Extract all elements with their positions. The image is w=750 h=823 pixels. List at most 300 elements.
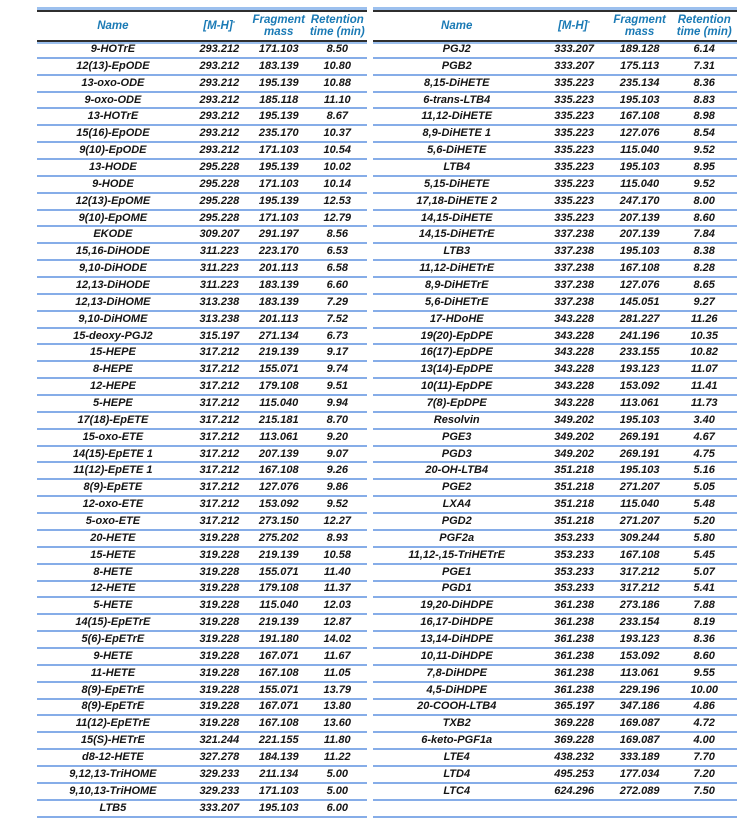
cell-rt: 7.20 xyxy=(693,768,715,780)
table-row xyxy=(37,750,367,767)
cell-fragment: 269.191 xyxy=(619,431,660,443)
cell-fragment: 127.076 xyxy=(258,482,299,494)
table-row xyxy=(373,565,737,582)
cell-fragment: 317.212 xyxy=(619,566,660,578)
cell-name: LTB4 xyxy=(443,161,471,173)
cell-fragment: 273.186 xyxy=(619,600,660,612)
table-row xyxy=(373,649,737,666)
cell-mh: 353.233 xyxy=(554,566,594,578)
cell-rt: 12.03 xyxy=(323,600,352,612)
cell-mh: 329.233 xyxy=(199,785,240,797)
table-row xyxy=(373,379,737,396)
cell-fragment: 215.181 xyxy=(258,414,299,426)
cell-mh: 319.228 xyxy=(199,684,240,696)
cell-fragment: 233.154 xyxy=(619,617,660,629)
cell-fragment: 195.103 xyxy=(619,414,660,426)
table-row xyxy=(37,801,367,818)
cell-mh: 319.228 xyxy=(199,566,240,578)
cell-fragment: 219.139 xyxy=(258,549,299,561)
cell-mh: 313.238 xyxy=(199,296,240,308)
cell-name: 13-HODE xyxy=(89,161,137,173)
cell-fragment: 169.087 xyxy=(619,718,660,730)
cell-rt: 11.40 xyxy=(323,566,351,578)
cell-name: 14(15)-EpETE 1 xyxy=(72,448,153,460)
cell-fragment: 207.139 xyxy=(619,212,660,224)
cell-name: 20-HETE xyxy=(90,532,136,544)
cell-mh: 333.207 xyxy=(554,43,594,55)
cell-fragment: 281.227 xyxy=(619,313,660,325)
cell-mh: 293.212 xyxy=(199,145,240,157)
cell-name: 5,15-DiHETE xyxy=(424,178,490,190)
cell-name: 8,15-DiHETE xyxy=(424,77,490,89)
table-row xyxy=(37,177,367,194)
table-row xyxy=(37,733,367,750)
cell-name: 8(9)-EpETE xyxy=(83,482,143,494)
table-row xyxy=(373,632,737,649)
cell-fragment: 167.108 xyxy=(619,111,660,123)
cell-mh: 349.202 xyxy=(554,448,594,460)
cell-fragment: 153.092 xyxy=(619,381,660,393)
table-row xyxy=(373,244,737,261)
cell-fragment: 115.040 xyxy=(620,178,660,190)
cell-fragment: 333.189 xyxy=(619,752,660,764)
cell-rt: 12.27 xyxy=(323,515,352,527)
cell-fragment: 195.139 xyxy=(258,195,299,207)
cell-fragment: 169.087 xyxy=(619,735,660,747)
cell-rt: 10.35 xyxy=(690,330,718,342)
cell-rt: 8.19 xyxy=(693,617,715,629)
cell-name: 7,8-DiHDPE xyxy=(426,667,487,679)
table-row xyxy=(37,59,367,76)
cell-rt: 7.29 xyxy=(326,296,348,308)
cell-name: Resolvin xyxy=(433,414,480,426)
cell-mh: 319.228 xyxy=(199,667,240,679)
cell-name: 9-HETE xyxy=(93,650,133,662)
cell-mh: 438.232 xyxy=(554,752,594,764)
cell-fragment: 223.170 xyxy=(258,246,299,258)
cell-name: 17,18-DiHETE 2 xyxy=(416,195,498,207)
table-row xyxy=(37,548,367,565)
cell-mh: 335.223 xyxy=(554,212,594,224)
table-row xyxy=(373,683,737,700)
cell-fragment: 195.103 xyxy=(619,465,660,477)
cell-rt: 8.93 xyxy=(326,532,348,544)
cell-mh: 351.218 xyxy=(554,499,594,511)
cell-name: 4,5-DiHDPE xyxy=(426,684,487,696)
cell-fragment: 241.196 xyxy=(619,330,660,342)
cell-name: 12(13)-EpOME xyxy=(75,195,151,207)
cell-fragment: 167.071 xyxy=(258,701,299,713)
cell-fragment: 155.071 xyxy=(258,364,299,376)
cell-rt: 10.37 xyxy=(323,128,352,140)
cell-mh: 311.223 xyxy=(199,263,239,275)
table-row xyxy=(373,497,737,514)
cell-rt: 11.22 xyxy=(323,752,351,764)
cell-rt: 10.88 xyxy=(323,77,352,89)
cell-mh: 349.202 xyxy=(554,431,594,443)
cell-fragment: 127.076 xyxy=(619,279,660,291)
cell-rt: 11.67 xyxy=(323,650,351,662)
cell-rt: 5.05 xyxy=(693,482,715,494)
cell-name: 5,6-DiHETE xyxy=(427,145,487,157)
cell-rt: 9.07 xyxy=(326,448,348,460)
cell-fragment: 167.108 xyxy=(619,549,660,561)
table-row xyxy=(37,565,367,582)
cell-rt: 10.80 xyxy=(323,60,352,72)
cell-name: 8-HETE xyxy=(93,566,133,578)
cell-name: 15-HETE xyxy=(90,549,136,561)
cell-mh: 319.228 xyxy=(199,549,240,561)
cell-mh: 319.228 xyxy=(199,583,240,595)
cell-rt: 9.55 xyxy=(693,667,715,679)
cell-fragment: 309.244 xyxy=(619,532,660,544)
cell-name: 13(14)-EpDPE xyxy=(420,364,493,376)
table-row xyxy=(373,463,737,480)
cell-name: 14,15-DiHETrE xyxy=(418,229,495,241)
cell-rt: 7.70 xyxy=(693,752,715,764)
table-row xyxy=(373,716,737,733)
cell-mh: 293.212 xyxy=(199,94,240,106)
cell-name: 15(S)-HETrE xyxy=(80,735,145,747)
cell-fragment: 145.051 xyxy=(619,296,660,308)
cell-fragment: 291.197 xyxy=(258,229,299,241)
table-row xyxy=(37,480,367,497)
cell-fragment: 184.139 xyxy=(258,752,299,764)
cell-rt: 10.14 xyxy=(323,178,352,190)
table-left xyxy=(37,10,367,818)
cell-name: 7(8)-EpDPE xyxy=(426,397,487,409)
cell-name: 20-COOH-LTB4 xyxy=(417,701,497,713)
cell-fragment: 155.071 xyxy=(258,684,299,696)
cell-rt: 11.80 xyxy=(323,735,351,747)
cell-rt: 5.07 xyxy=(693,566,715,578)
cell-fragment: 221.155 xyxy=(258,735,299,747)
cell-rt: 5.41 xyxy=(693,583,715,595)
cell-mh: 317.212 xyxy=(199,347,240,359)
cell-name: 5-oxo-ETE xyxy=(85,515,141,527)
cell-fragment: 235.134 xyxy=(619,77,660,89)
cell-fragment: 113.061 xyxy=(259,431,299,443)
cell-name: 10,11-DiHDPE xyxy=(420,650,493,662)
cell-name: PGD1 xyxy=(441,583,472,595)
cell-fragment: 271.207 xyxy=(619,515,660,527)
cell-fragment: 155.071 xyxy=(258,566,299,578)
header-name: Name xyxy=(441,19,473,32)
cell-rt: 6.00 xyxy=(326,802,348,814)
cell-fragment: 179.108 xyxy=(258,381,299,393)
cell-mh: 353.233 xyxy=(554,549,594,561)
cell-mh: 624.296 xyxy=(554,785,594,797)
cell-mh: 319.228 xyxy=(199,600,240,612)
cell-rt: 13.79 xyxy=(323,684,352,696)
table-row xyxy=(373,413,737,430)
cell-rt: 9.74 xyxy=(326,364,348,376)
cell-mh: 319.228 xyxy=(199,634,240,645)
cell-rt: 14.02 xyxy=(323,634,352,645)
cell-mh: 293.212 xyxy=(199,128,240,140)
cell-fragment: 115.040 xyxy=(620,145,660,157)
table-row xyxy=(373,784,737,801)
table-row xyxy=(37,598,367,615)
cell-mh: 361.238 xyxy=(554,617,594,629)
cell-rt: 5.48 xyxy=(693,499,715,511)
cell-mh: 349.202 xyxy=(554,414,594,426)
cell-name: LTD4 xyxy=(443,768,471,780)
table-row xyxy=(37,362,367,379)
cell-name: LTE4 xyxy=(443,752,470,764)
cell-rt: 9.27 xyxy=(693,296,715,308)
table-row xyxy=(373,278,737,295)
cell-rt: 9.17 xyxy=(326,347,348,359)
cell-fragment: 207.139 xyxy=(258,448,299,460)
cell-fragment: 167.108 xyxy=(258,667,299,679)
cell-fragment: 113.061 xyxy=(620,397,660,409)
cell-name: 17(18)-EpETE xyxy=(77,414,149,426)
cell-rt: 5.00 xyxy=(326,785,348,797)
cell-rt: 12.53 xyxy=(323,195,352,207)
cell-mh: 361.238 xyxy=(554,667,594,679)
table-row xyxy=(373,295,737,312)
table-row xyxy=(373,329,737,346)
cell-mh: 335.223 xyxy=(554,94,594,106)
header-mh: [M-H]- xyxy=(203,16,236,32)
cell-name: 11,12-,15-TriHETrE xyxy=(408,549,506,561)
header-name: Name xyxy=(97,19,129,32)
cell-fragment: 271.207 xyxy=(619,482,660,494)
cell-fragment: 247.170 xyxy=(619,195,660,207)
cell-name: 6-keto-PGF1a xyxy=(421,735,493,747)
cell-mh: 317.212 xyxy=(199,448,240,460)
cell-mh: 351.218 xyxy=(554,482,594,494)
cell-rt: 12.79 xyxy=(323,212,352,224)
cell-name: LTB5 xyxy=(99,802,127,814)
cell-name: 5-HETE xyxy=(93,600,133,612)
cell-rt: 11.07 xyxy=(690,364,718,376)
cell-name: 11,12-DiHETrE xyxy=(419,263,495,275)
cell-fragment: 177.034 xyxy=(619,768,660,780)
cell-mh: 317.212 xyxy=(199,381,240,393)
cell-mh: 361.238 xyxy=(554,634,594,645)
table-row xyxy=(373,582,737,599)
cell-fragment: 175.113 xyxy=(620,60,660,72)
cell-rt: 6.73 xyxy=(326,330,348,342)
table-row xyxy=(373,211,737,228)
cell-fragment: 153.092 xyxy=(619,650,660,662)
cell-fragment: 171.103 xyxy=(258,145,299,157)
cell-mh: 335.223 xyxy=(554,77,594,89)
cell-mh: 317.212 xyxy=(199,499,240,511)
cell-name: 13,14-DiHDPE xyxy=(420,634,494,645)
cell-mh: 319.228 xyxy=(199,650,240,662)
table-row xyxy=(37,329,367,346)
cell-fragment: 275.202 xyxy=(258,532,299,544)
cell-name: PGD3 xyxy=(441,448,472,460)
table-row xyxy=(37,497,367,514)
table-row xyxy=(37,379,367,396)
cell-fragment: 183.139 xyxy=(258,279,299,291)
table-row xyxy=(373,767,737,784)
header-retention-time: Retention time (min) xyxy=(676,13,732,38)
cell-mh: 361.238 xyxy=(554,600,594,612)
cell-rt: 11.37 xyxy=(323,583,351,595)
table-row xyxy=(37,244,367,261)
cell-rt: 8.60 xyxy=(693,212,715,224)
table-row xyxy=(373,160,737,177)
cell-fragment: 179.108 xyxy=(258,583,299,595)
cell-name: 17-HDoHE xyxy=(429,313,484,325)
cell-mh: 333.207 xyxy=(554,60,594,72)
cell-name: 8-HEPE xyxy=(93,364,133,376)
cell-mh: 337.238 xyxy=(554,246,594,258)
cell-mh: 495.253 xyxy=(554,768,594,780)
cell-rt: 6.14 xyxy=(693,43,715,55)
header-retention-time: Retention time (min) xyxy=(309,13,365,38)
cell-name: LXA4 xyxy=(442,499,471,511)
cell-name: 15-HEPE xyxy=(89,347,136,359)
cell-mh: 295.228 xyxy=(199,161,240,173)
table-row xyxy=(37,93,367,110)
cell-rt: 8.95 xyxy=(693,161,715,173)
cell-mh: 351.218 xyxy=(554,515,594,527)
cell-mh: 329.233 xyxy=(199,768,240,780)
table-row xyxy=(373,700,737,717)
cell-mh: 337.238 xyxy=(554,296,594,308)
cell-rt: 4.67 xyxy=(693,431,715,443)
table-row xyxy=(373,733,737,750)
cell-fragment: 271.134 xyxy=(258,330,299,342)
cell-mh: 317.212 xyxy=(199,482,240,494)
table-row xyxy=(373,396,737,413)
cell-rt: 4.86 xyxy=(693,701,715,713)
cell-rt: 4.75 xyxy=(693,448,715,460)
cell-rt: 9.52 xyxy=(693,178,715,190)
table-row xyxy=(373,598,737,615)
cell-rt: 8.70 xyxy=(326,414,348,426)
table-row xyxy=(37,194,367,211)
cell-name: 10(11)-EpDPE xyxy=(421,381,493,393)
cell-name: 12,13-DiHODE xyxy=(75,279,150,291)
table-row xyxy=(373,480,737,497)
cell-fragment: 195.139 xyxy=(258,161,299,173)
cell-rt: 8.00 xyxy=(693,195,715,207)
cell-mh: 353.233 xyxy=(554,583,594,595)
cell-fragment: 201.113 xyxy=(259,263,299,275)
cell-name: 8(9)-EpETrE xyxy=(81,701,145,713)
cell-fragment: 235.170 xyxy=(258,128,299,140)
cell-mh: 295.228 xyxy=(199,195,240,207)
cell-rt: 8.36 xyxy=(693,77,715,89)
cell-mh: 335.223 xyxy=(554,161,594,173)
cell-rt: 10.00 xyxy=(690,684,718,696)
cell-rt: 9.51 xyxy=(326,381,348,393)
cell-mh: 317.212 xyxy=(199,414,240,426)
cell-fragment: 167.071 xyxy=(258,650,299,662)
table-row xyxy=(373,514,737,531)
cell-fragment: 191.180 xyxy=(258,634,299,645)
cell-fragment: 219.139 xyxy=(258,347,299,359)
table-row xyxy=(37,345,367,362)
cell-rt: 6.60 xyxy=(326,279,348,291)
header-mh: [M-H]- xyxy=(558,16,591,32)
cell-rt: 7.50 xyxy=(693,785,715,797)
cell-fragment: 233.155 xyxy=(619,347,660,359)
cell-mh: 317.212 xyxy=(199,515,240,527)
table-row xyxy=(373,615,737,632)
cell-rt: 13.60 xyxy=(323,718,352,730)
cell-fragment: 183.139 xyxy=(258,296,299,308)
cell-fragment: 171.103 xyxy=(258,178,299,190)
table-row xyxy=(37,295,367,312)
cell-mh: 343.228 xyxy=(554,397,594,409)
cell-fragment: 167.108 xyxy=(258,465,299,477)
cell-mh: 293.212 xyxy=(199,43,240,55)
cell-rt: 9.52 xyxy=(326,499,348,511)
cell-name: PGD2 xyxy=(441,515,472,527)
table-row xyxy=(37,531,367,548)
table-row xyxy=(37,109,367,126)
cell-name: 9,10-DiHOME xyxy=(78,313,148,325)
table-row xyxy=(37,514,367,531)
cell-name: 5,6-DiHETrE xyxy=(425,296,489,308)
cell-fragment: 193.123 xyxy=(619,364,660,376)
cell-rt: 8.36 xyxy=(693,634,715,645)
cell-rt: 11.41 xyxy=(690,381,718,393)
cell-rt: 5.80 xyxy=(693,532,715,544)
table-row xyxy=(373,126,737,143)
cell-name: PGE2 xyxy=(442,482,472,494)
cell-name: 12-oxo-ETE xyxy=(82,499,144,511)
cell-rt: 8.28 xyxy=(693,263,715,275)
cell-rt: 7.84 xyxy=(693,229,715,241)
table-row xyxy=(373,177,737,194)
cell-rt: 13.80 xyxy=(323,701,352,713)
cell-name: LTB3 xyxy=(443,246,471,258)
cell-name: 19(20)-EpDPE xyxy=(420,330,493,342)
table-row xyxy=(37,447,367,464)
table-row xyxy=(373,345,737,362)
cell-mh: 337.238 xyxy=(554,229,594,241)
table-row xyxy=(373,261,737,278)
cell-rt: 4.72 xyxy=(693,718,715,730)
header-fragment-mass: Fragment mass xyxy=(613,13,666,38)
table-row xyxy=(37,463,367,480)
cell-fragment: 195.139 xyxy=(258,111,299,123)
cell-mh: 317.212 xyxy=(199,465,240,477)
cell-name: 5(6)-EpETrE xyxy=(81,634,145,645)
cell-mh: 335.223 xyxy=(554,178,594,190)
cell-name: 16,17-DiHDPE xyxy=(420,617,494,629)
cell-fragment: 195.139 xyxy=(258,77,299,89)
cell-name: PGE3 xyxy=(442,431,472,443)
cell-rt: 11.10 xyxy=(323,94,351,106)
table-header-left xyxy=(37,10,367,42)
cell-mh: 369.228 xyxy=(554,735,594,747)
cell-rt: 3.40 xyxy=(693,414,715,426)
cell-fragment: 171.103 xyxy=(258,212,299,224)
cell-mh: 361.238 xyxy=(554,684,594,696)
table-row xyxy=(373,109,737,126)
cell-fragment: 167.108 xyxy=(258,718,299,730)
table-row xyxy=(373,430,737,447)
cell-name: PGJ2 xyxy=(442,43,471,55)
cell-fragment: 219.139 xyxy=(258,617,299,629)
cell-rt: 9.52 xyxy=(693,145,715,157)
cell-fragment: 195.103 xyxy=(619,161,660,173)
cell-rt: 5.00 xyxy=(326,768,348,780)
cell-rt: 10.82 xyxy=(690,347,718,359)
table-body-left xyxy=(37,42,367,818)
table-row xyxy=(373,227,737,244)
